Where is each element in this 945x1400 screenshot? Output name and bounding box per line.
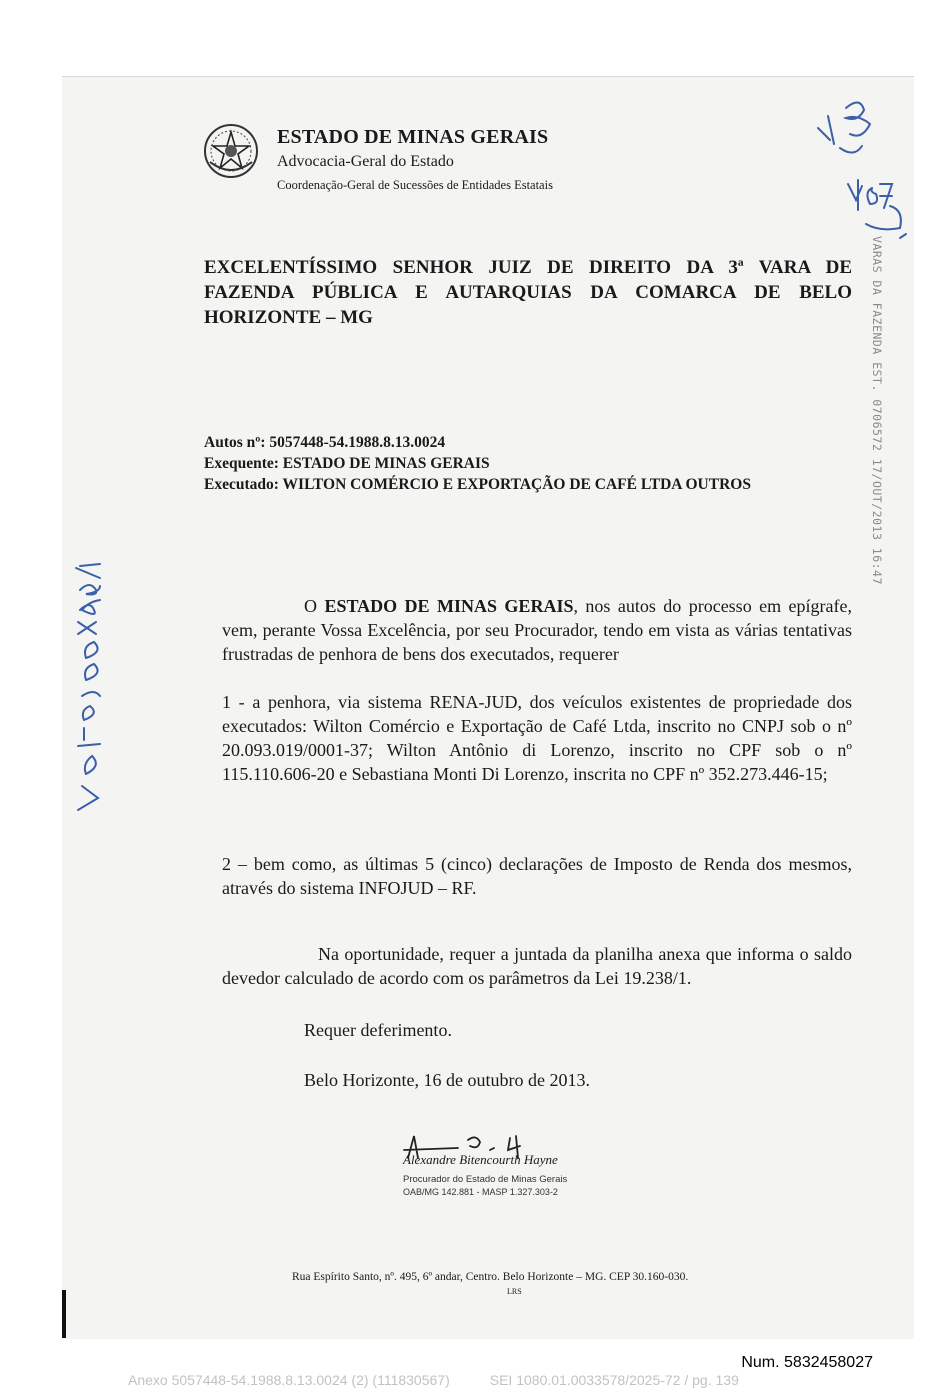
place-date: Belo Horizonte, 16 de outubro de 2013. [304, 1070, 590, 1090]
case-number-label: Autos nº: [204, 434, 266, 451]
header-state: ESTADO DE MINAS GERAIS [277, 126, 549, 148]
executado-label: Executado: [204, 476, 279, 493]
paragraph-annex: Na oportunidade, requer a juntada da planilha anexa que informa o saldo devedor calculado de acordo com os parâmetros da Lei 19.238/1. [222, 944, 852, 988]
p1-start: O [304, 596, 325, 616]
paragraph-request-1: 1 - a penhora, via sistema RENA-JUD, dos veículos existentes de propriedade dos executados: Wilton Comércio e Exportação de Café Ltda, inscrito no CNPJ sob o nº 20.093.019/0001-37; Wilton Antônio di Lorenzo, inscrito no CPF sob o nº 115.110.606-20 e Sebastiana Monti Di Lorenzo, inscrita no CPF nº 352.273.446-15; [222, 692, 852, 784]
coat-of-arms-icon [202, 122, 260, 180]
handwritten-note-top-right [800, 88, 910, 248]
header-division: Coordenação-Geral de Sucessões de Entidades Estatais [277, 178, 553, 192]
closing-request: Requer deferimento. [304, 1020, 452, 1040]
exequente-label: Exequente: [204, 455, 279, 472]
exequente-row [204, 453, 751, 474]
exequente-value: ESTADO DE MINAS GERAIS [282, 455, 490, 472]
sei-annex: Anexo 5057448-54.1988.8.13.0024 (2) (111830567) [128, 1372, 450, 1388]
executado-value: WILTON COMÉRCIO E EXPORTAÇÃO DE CAFÉ LTDA OUTROS [282, 476, 751, 493]
handwritten-note-left [60, 560, 120, 820]
document-number: Num. 5832458027 [741, 1354, 873, 1371]
signer-oab: OAB/MG 142.881 - MASP 1.327.303-2 [403, 1187, 558, 1197]
addressee: EXCELENTÍSSIMO SENHOR JUIZ DE DIREITO DA 3ª VARA DE FAZENDA PÚBLICA E AUTARQUIAS DA COMARCA DE BELO HORIZONTE – MG [204, 257, 852, 328]
executado-row [204, 474, 751, 495]
scan-edge-mark [62, 1290, 66, 1338]
signer-name: Alexandre Bitencourth Hayne [403, 1152, 558, 1167]
protocol-stamp-text: VARAS DA FAZENDA EST. 0706572 17/OUT/2013 16:47 [870, 236, 884, 585]
paragraph-intro [222, 594, 852, 666]
signer-role: Procurador do Estado de Minas Gerais [403, 1174, 568, 1185]
case-number-row [204, 432, 751, 453]
case-number-value: 5057448-54.1988.8.13.0024 [269, 434, 446, 451]
protocol-stamp [870, 236, 886, 586]
p1-rest: , nos autos do processo em epígrafe, vem, perante Vossa Excelência, por seu Procurador, tendo em vista as várias tentativas frustradas de penhora de bens dos executados, requerer [222, 596, 853, 664]
footer-initials: LRS [507, 1287, 522, 1296]
sei-footer [128, 1372, 779, 1388]
case-info [204, 432, 751, 495]
header-agency: Advocacia-Geral do Estado [277, 153, 454, 170]
footer-address: Rua Espírito Santo, nº. 495, 6º andar, Centro. Belo Horizonte – MG. CEP 30.160-030. [292, 1271, 689, 1283]
p1-bold: ESTADO DE MINAS GERAIS [324, 596, 574, 616]
sei-page: SEI 1080.01.0033578/2025-72 / pg. 139 [489, 1372, 739, 1388]
paragraph-request-2: 2 – bem como, as últimas 5 (cinco) declarações de Imposto de Renda dos mesmos, através do sistema INFOJUD – RF. [222, 854, 852, 898]
